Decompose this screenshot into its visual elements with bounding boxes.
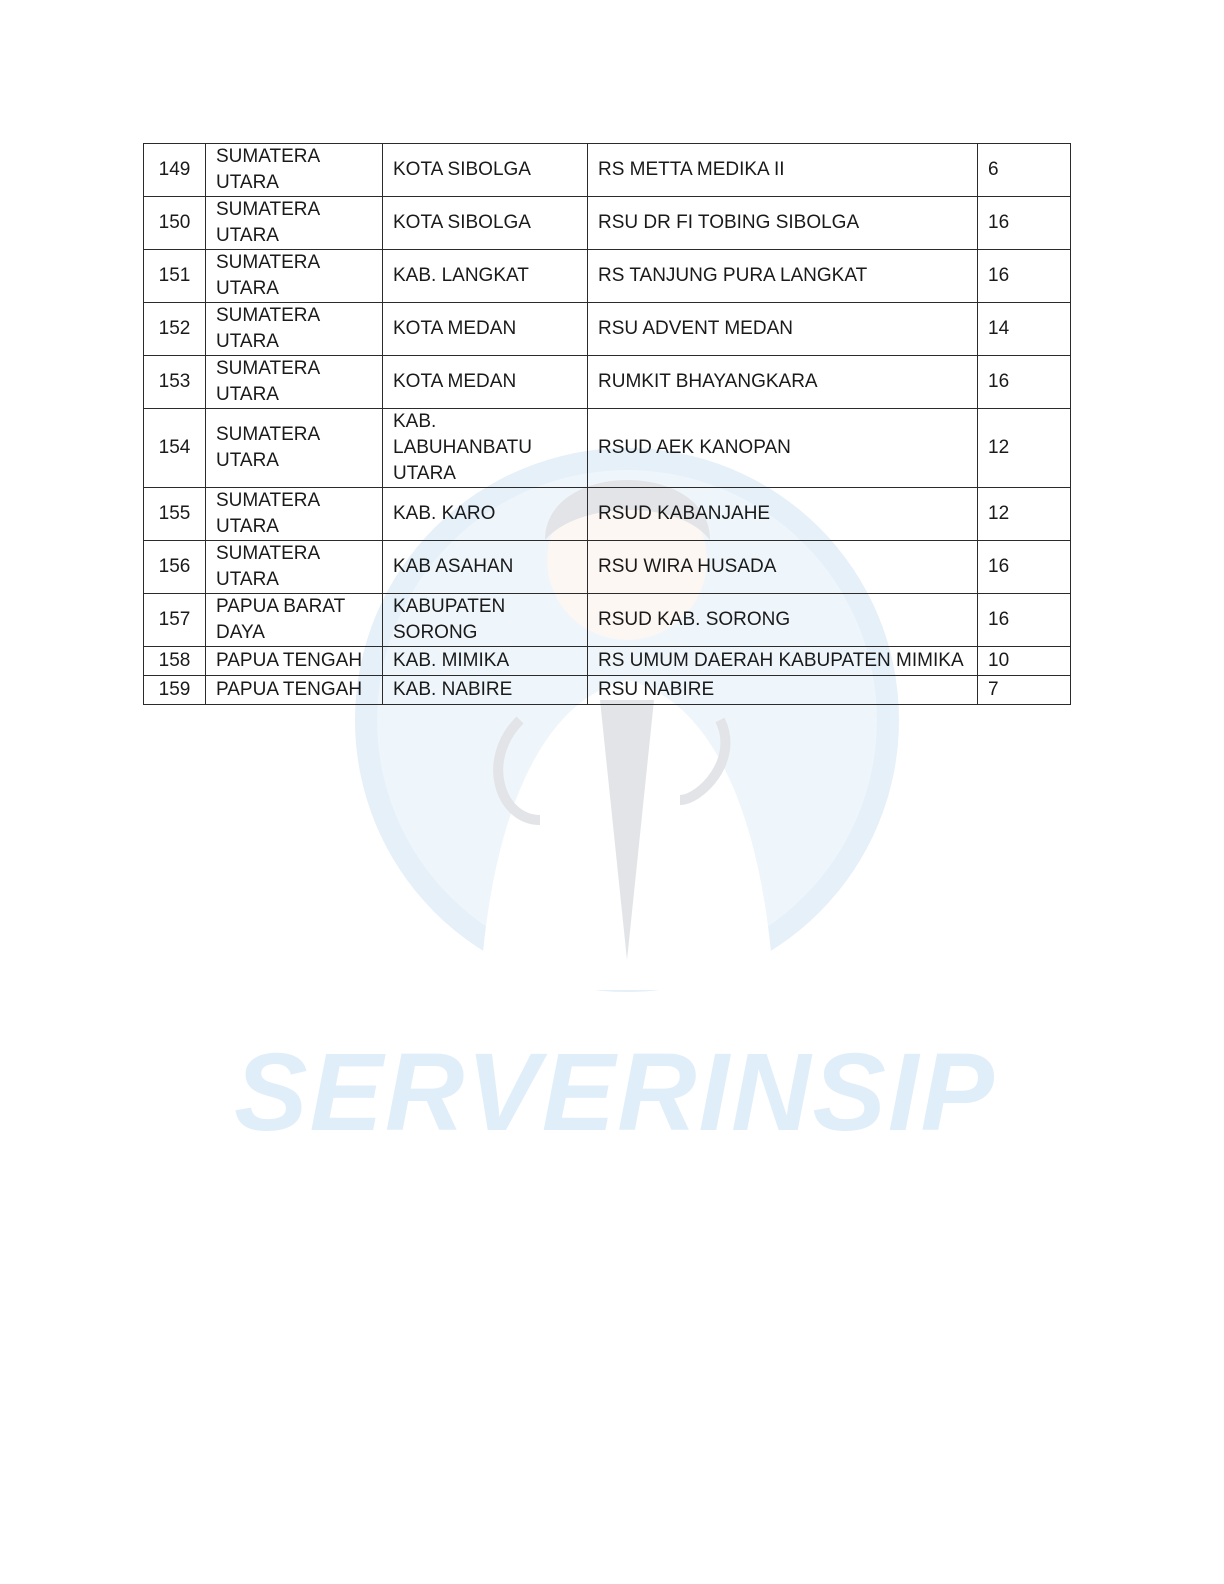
row-number: 150 xyxy=(144,197,206,250)
count-cell: 16 xyxy=(978,541,1071,594)
hospital-cell: RS METTA MEDIKA II xyxy=(588,144,978,197)
hospital-cell: RSUD AEK KANOPAN xyxy=(588,409,978,488)
hospital-cell: RSU NABIRE xyxy=(588,676,978,705)
hospital-cell: RSU WIRA HUSADA xyxy=(588,541,978,594)
province-cell: SUMATERA UTARA xyxy=(206,144,383,197)
table-row xyxy=(144,303,1071,356)
row-number: 156 xyxy=(144,541,206,594)
hospital-cell: RSU ADVENT MEDAN xyxy=(588,303,978,356)
table-row xyxy=(144,197,1071,250)
province-cell: SUMATERA UTARA xyxy=(206,356,383,409)
count-cell: 16 xyxy=(978,197,1071,250)
row-number: 157 xyxy=(144,594,206,647)
table-row xyxy=(144,356,1071,409)
row-number: 154 xyxy=(144,409,206,488)
count-cell: 16 xyxy=(978,250,1071,303)
count-cell: 12 xyxy=(978,409,1071,488)
count-cell: 6 xyxy=(978,144,1071,197)
regency-cell: KAB ASAHAN xyxy=(383,541,588,594)
row-number: 153 xyxy=(144,356,206,409)
row-number: 149 xyxy=(144,144,206,197)
count-cell: 7 xyxy=(978,676,1071,705)
regency-cell: KAB. LABUHANBATU UTARA xyxy=(383,409,588,488)
table-row xyxy=(144,594,1071,647)
hospital-table xyxy=(143,143,1071,705)
province-cell: SUMATERA UTARA xyxy=(206,541,383,594)
table-row xyxy=(144,647,1071,676)
count-cell: 14 xyxy=(978,303,1071,356)
regency-cell: KABUPATEN SORONG xyxy=(383,594,588,647)
row-number: 155 xyxy=(144,488,206,541)
province-cell: SUMATERA UTARA xyxy=(206,197,383,250)
province-cell: PAPUA TENGAH xyxy=(206,647,383,676)
table-row xyxy=(144,676,1071,705)
count-cell: 16 xyxy=(978,356,1071,409)
hospital-cell: RS TANJUNG PURA LANGKAT xyxy=(588,250,978,303)
count-cell: 10 xyxy=(978,647,1071,676)
regency-cell: KOTA MEDAN xyxy=(383,356,588,409)
watermark-text: SERVERINSIP xyxy=(234,1031,996,1154)
count-cell: 16 xyxy=(978,594,1071,647)
hospital-cell: RSU DR FI TOBING SIBOLGA xyxy=(588,197,978,250)
table-row xyxy=(144,541,1071,594)
province-cell: PAPUA BARAT DAYA xyxy=(206,594,383,647)
hospital-cell: RS UMUM DAERAH KABUPATEN MIMIKA xyxy=(588,647,978,676)
table-row xyxy=(144,250,1071,303)
regency-cell: KAB. NABIRE xyxy=(383,676,588,705)
row-number: 158 xyxy=(144,647,206,676)
hospital-cell: RSUD KAB. SORONG xyxy=(588,594,978,647)
regency-cell: KAB. KARO xyxy=(383,488,588,541)
row-number: 152 xyxy=(144,303,206,356)
province-cell: SUMATERA UTARA xyxy=(206,303,383,356)
hospital-cell: RUMKIT BHAYANGKARA xyxy=(588,356,978,409)
table-row xyxy=(144,488,1071,541)
row-number: 159 xyxy=(144,676,206,705)
row-number: 151 xyxy=(144,250,206,303)
regency-cell: KOTA SIBOLGA xyxy=(383,144,588,197)
province-cell: SUMATERA UTARA xyxy=(206,250,383,303)
count-cell: 12 xyxy=(978,488,1071,541)
regency-cell: KAB. MIMIKA xyxy=(383,647,588,676)
province-cell: PAPUA TENGAH xyxy=(206,676,383,705)
province-cell: SUMATERA UTARA xyxy=(206,409,383,488)
regency-cell: KOTA MEDAN xyxy=(383,303,588,356)
hospital-cell: RSUD KABANJAHE xyxy=(588,488,978,541)
table-row xyxy=(144,409,1071,488)
table-row xyxy=(144,144,1071,197)
regency-cell: KAB. LANGKAT xyxy=(383,250,588,303)
regency-cell: KOTA SIBOLGA xyxy=(383,197,588,250)
province-cell: SUMATERA UTARA xyxy=(206,488,383,541)
